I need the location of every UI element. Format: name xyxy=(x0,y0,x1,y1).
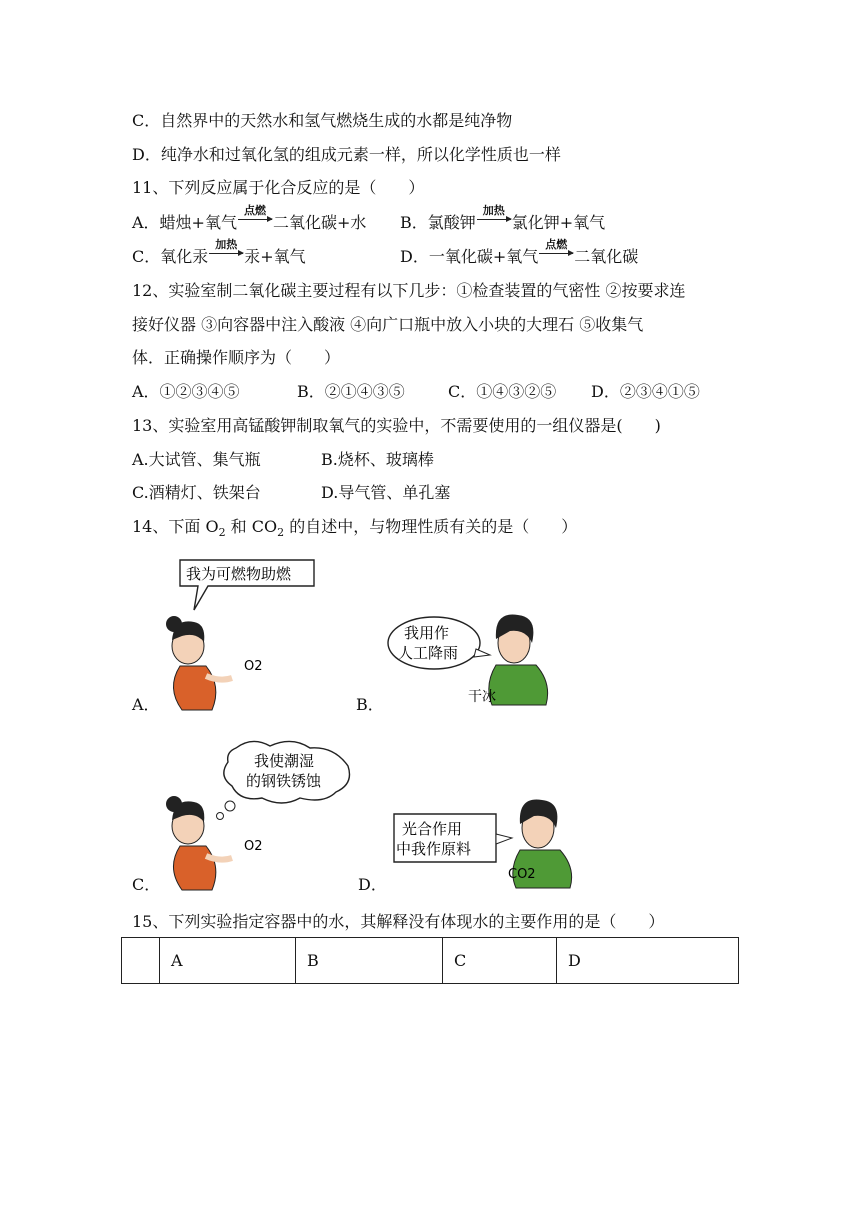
figure-a-o2-label: O2 xyxy=(244,659,263,674)
table-header-cell: D xyxy=(557,938,739,984)
q12-option-a: A．①②③④⑤ xyxy=(132,382,240,401)
table-header-cell: A xyxy=(160,938,296,984)
q13-option-b: B.烧杯、玻璃棒 xyxy=(321,450,434,469)
svg-text:光合作用: 光合作用 xyxy=(402,820,463,838)
table-header-cell: C xyxy=(443,938,557,984)
table-header-cell xyxy=(122,938,160,984)
svg-text:我使潮湿: 我使潮湿 xyxy=(254,752,315,770)
q14-label-a: A． xyxy=(132,695,160,714)
q12-stem-line-2: 接好仪器 ③向容器中注入酸液 ④向广口瓶中放入小块的大理石 ⑤收集气 xyxy=(132,315,644,334)
q13-stem: 13、实验室用高锰酸钾制取氧气的实验中，不需要使用的一组仪器是( ) xyxy=(132,416,661,435)
q15-stem: 15、下列实验指定容器中的水，其解释没有体现水的主要作用的是（ ） xyxy=(132,912,665,931)
q12-option-c: C．①④③②⑤ xyxy=(448,382,557,401)
figure-d-co2-boy xyxy=(388,790,588,890)
figure-a-oxygen-girl xyxy=(158,558,328,713)
q12-stem-line-3: 体．正确操作顺序为（ ） xyxy=(132,348,341,367)
q14-label-c: C． xyxy=(132,875,161,894)
q11-option-c: C．氧化汞 加热 汞+氧气 xyxy=(132,238,306,266)
reaction-arrow: 点燃 xyxy=(238,214,272,228)
figure-b-dry-ice-boy xyxy=(386,605,556,710)
svg-text:人工降雨: 人工降雨 xyxy=(398,644,459,662)
q14-label-b: B． xyxy=(356,695,384,714)
q10-option-c: C．自然界中的天然水和氢气燃烧生成的水都是纯净物 xyxy=(132,111,513,130)
reaction-arrow: 加热 xyxy=(477,214,511,228)
figure-d-co2-label: CO2 xyxy=(508,867,536,882)
q14-stem: 14、下面 $O_2$ 和 $CO_2$ 的自述中，与物理性质有关的是（ ） xyxy=(132,517,578,540)
svg-text:干冰: 干冰 xyxy=(468,689,496,705)
table-row xyxy=(122,938,739,984)
q11-option-d: D．一氧化碳+氧气 点燃 二氧化碳 xyxy=(400,238,639,266)
figure-a-bubble-text: 我为可燃物助燃 xyxy=(186,565,292,583)
q10-option-d: D．纯净水和过氧化氢的组成元素一样，所以化学性质也一样 xyxy=(132,145,561,164)
q12-option-b: B．②①④③⑤ xyxy=(297,382,405,401)
q14-label-d: D． xyxy=(358,875,387,894)
figure-c-oxygen-girl xyxy=(158,738,358,893)
q12-stem-line-1: 12、实验室制二氧化碳主要过程有以下几步：①检查装置的气密性 ②按要求连 xyxy=(132,281,686,300)
q13-option-c: C.酒精灯、铁架台 xyxy=(132,483,261,502)
reaction-arrow: 加热 xyxy=(209,248,243,262)
q12-option-d: D．②③④①⑤ xyxy=(591,382,700,401)
reaction-arrow: 点燃 xyxy=(539,248,573,262)
q13-option-d: D.导气管、单孔塞 xyxy=(321,483,451,502)
svg-text:我用作: 我用作 xyxy=(404,624,450,642)
q11-stem: 11、下列反应属于化合反应的是（ ） xyxy=(132,178,425,197)
q11-option-a: A．蜡烛+氧气 点燃 二氧化碳+水 xyxy=(132,204,367,232)
q13-option-a: A.大试管、集气瓶 xyxy=(132,450,261,469)
table-header-cell: B xyxy=(296,938,443,984)
svg-text:中我作原料: 中我作原料 xyxy=(396,840,472,858)
q11-option-b: B．氯酸钾 加热 氯化钾+氧气 xyxy=(400,204,606,232)
q15-table xyxy=(121,937,739,984)
svg-text:的钢铁锈蚀: 的钢铁锈蚀 xyxy=(246,772,322,790)
figure-c-o2-label: O2 xyxy=(244,839,263,854)
